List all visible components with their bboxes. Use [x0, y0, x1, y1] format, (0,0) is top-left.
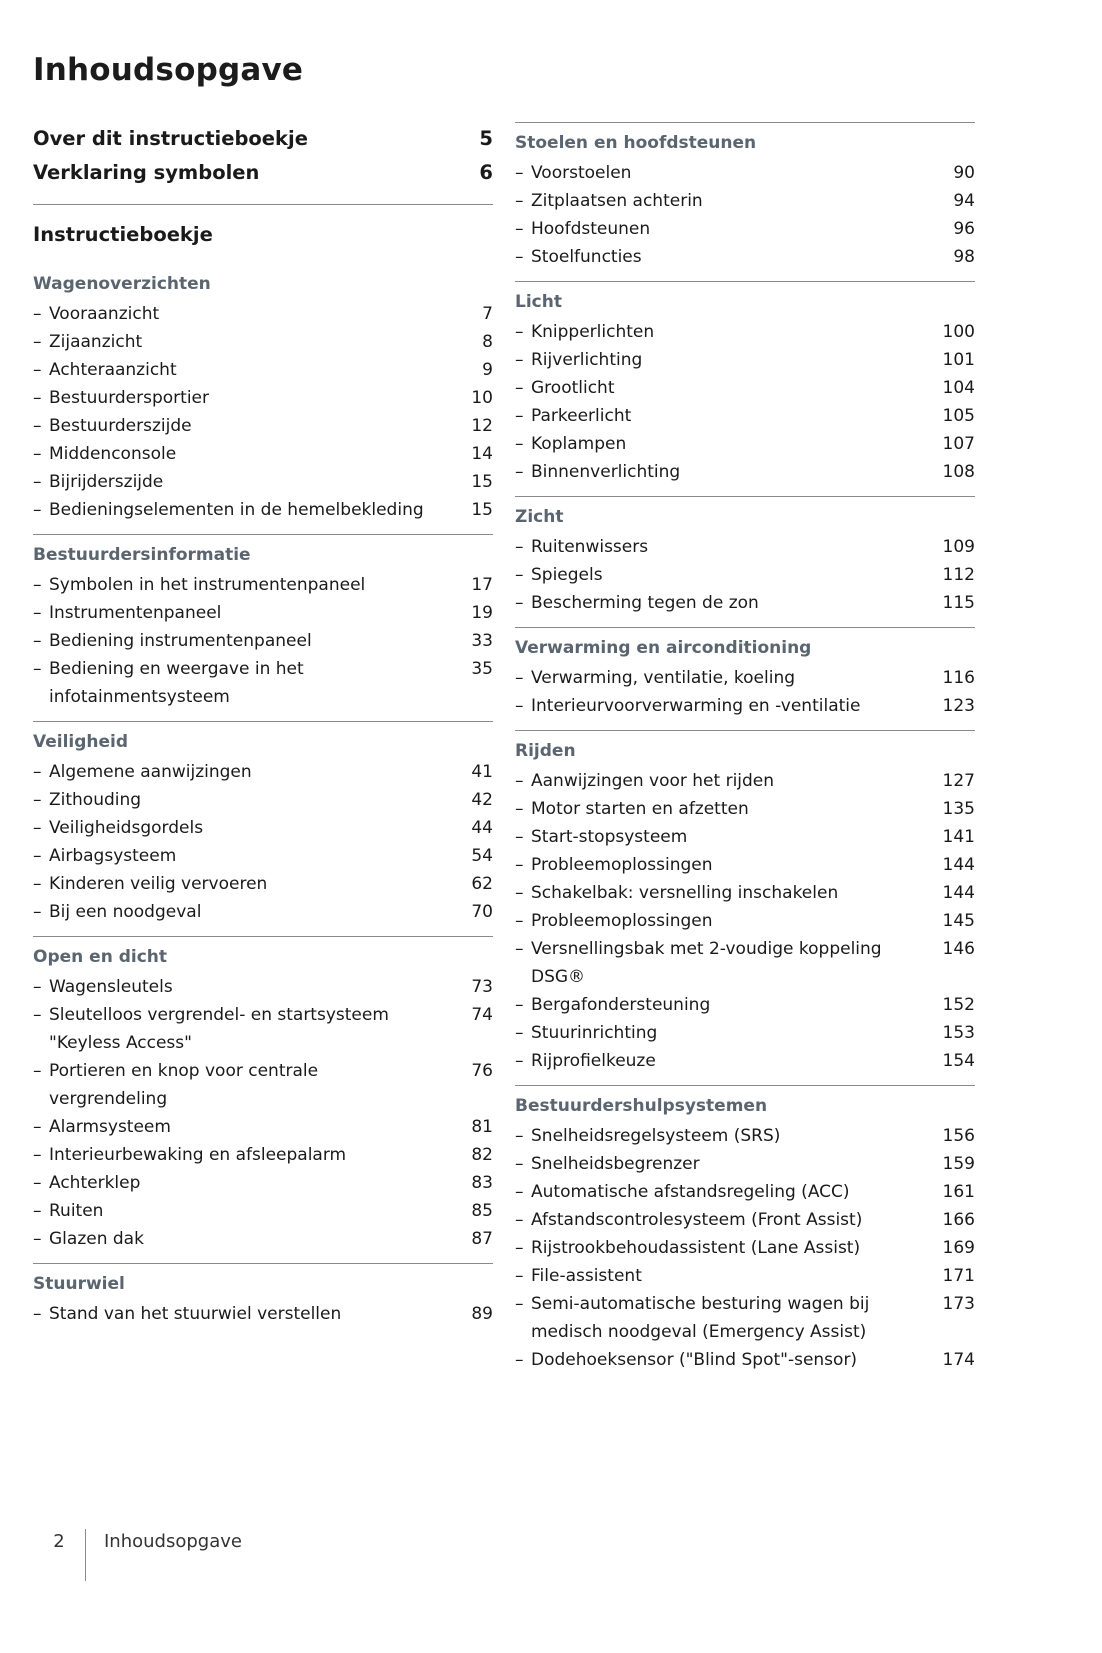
- toc-entry-label: Sleutelloos vergrendel- en startsysteem "Keyless Access": [49, 1005, 389, 1053]
- toc-entry[interactable]: [515, 1262, 975, 1290]
- toc-entry[interactable]: [515, 692, 975, 720]
- toc-entry[interactable]: [33, 1001, 493, 1057]
- toc-entry[interactable]: [33, 1113, 493, 1141]
- toc-entry-page: 153: [942, 1023, 975, 1043]
- toc-entry[interactable]: [33, 870, 493, 898]
- bullet-dash-icon: –: [515, 827, 524, 847]
- toc-entry[interactable]: [33, 328, 493, 356]
- bullet-dash-icon: –: [515, 191, 524, 211]
- bullet-dash-icon: –: [515, 1023, 524, 1043]
- bullet-dash-icon: –: [33, 874, 42, 894]
- toc-entry-label: Probleemoplossingen: [531, 855, 713, 875]
- bullet-dash-icon: –: [515, 939, 524, 959]
- bullet-dash-icon: –: [33, 332, 42, 352]
- toc-entry-label: Rijstrookbehoudassistent (Lane Assist): [531, 1238, 861, 1258]
- toc-entry-label: Koplampen: [531, 434, 627, 454]
- toc-entry-page: 70: [471, 902, 493, 922]
- toc-entry-label: Schakelbak: versnelling inschakelen: [531, 883, 839, 903]
- toc-entry-page: 96: [953, 219, 975, 239]
- toc-entry-label: Motor starten en afzetten: [531, 799, 749, 819]
- toc-entry[interactable]: [515, 1047, 975, 1075]
- toc-group-heading: Wagenoverzichten: [33, 274, 211, 294]
- toc-entry-label: Vooraanzicht: [49, 304, 160, 324]
- toc-entry-label: Instrumentenpaneel: [49, 603, 222, 623]
- toc-entry-page: 173: [942, 1294, 975, 1314]
- toc-entry[interactable]: [33, 1057, 493, 1113]
- toc-entry-page: 108: [942, 462, 975, 482]
- toc-entry-page: 81: [471, 1117, 493, 1137]
- toc-entry-label: Bescherming tegen de zon: [531, 593, 759, 613]
- toc-entry[interactable]: [33, 758, 493, 786]
- toc-entry[interactable]: [33, 300, 493, 328]
- bullet-dash-icon: –: [515, 799, 524, 819]
- toc-entry-page: 152: [942, 995, 975, 1015]
- bullet-dash-icon: –: [515, 1051, 524, 1071]
- bullet-dash-icon: –: [515, 668, 524, 688]
- toc-entry[interactable]: [515, 1234, 975, 1262]
- toc-entry[interactable]: [515, 991, 975, 1019]
- toc-group-heading: Veiligheid: [33, 732, 129, 752]
- toc-entry-label: Stand van het stuurwiel verstellen: [49, 1304, 342, 1324]
- bullet-dash-icon: –: [515, 696, 524, 716]
- bullet-dash-icon: –: [515, 1350, 524, 1370]
- bullet-dash-icon: –: [515, 1182, 524, 1202]
- toc-entry-label: Ruiten: [49, 1201, 104, 1221]
- toc-entry-page: 104: [942, 378, 975, 398]
- toc-entry-page: 83: [471, 1173, 493, 1193]
- toc-entry-page: 8: [482, 332, 493, 352]
- toc-entry-label: Stoelfuncties: [531, 247, 642, 267]
- toc-entry[interactable]: [33, 1300, 493, 1328]
- toc-entry[interactable]: [515, 215, 975, 243]
- toc-entry[interactable]: [515, 402, 975, 430]
- toc-entry[interactable]: [515, 1150, 975, 1178]
- bullet-dash-icon: –: [515, 247, 524, 267]
- toc-entry-page: 169: [942, 1238, 975, 1258]
- toc-entry[interactable]: [515, 187, 975, 215]
- toc-entry-label: Zithouding: [49, 790, 142, 810]
- toc-entry-page: 6: [479, 161, 493, 184]
- toc-entry[interactable]: [515, 318, 975, 346]
- toc-entry[interactable]: [33, 898, 493, 926]
- toc-entry-label: Zitplaatsen achterin: [531, 191, 703, 211]
- toc-entry[interactable]: [515, 589, 975, 617]
- toc-entry-label: Bestuurdersportier: [49, 388, 209, 408]
- toc-entry-label: Snelheidsbegrenzer: [531, 1154, 700, 1174]
- toc-entry-page: 146: [942, 939, 975, 959]
- bullet-dash-icon: –: [33, 1117, 42, 1137]
- toc-entry-label: Verwarming, ventilatie, koeling: [531, 668, 796, 688]
- footer-page-number: 2: [53, 1531, 65, 1552]
- toc-entry-page: 85: [471, 1201, 493, 1221]
- bullet-dash-icon: –: [33, 1005, 42, 1025]
- toc-entry[interactable]: [33, 786, 493, 814]
- toc-entry-page: 123: [942, 696, 975, 716]
- toc-entry-label: Portieren en knop voor centrale vergrendeling: [49, 1061, 319, 1109]
- toc-entry[interactable]: [33, 384, 493, 412]
- toc-entry-page: 171: [942, 1266, 975, 1286]
- bullet-dash-icon: –: [515, 350, 524, 370]
- page-footer: [33, 1529, 242, 1581]
- bullet-dash-icon: –: [515, 1210, 524, 1230]
- toc-entry-page: 141: [942, 827, 975, 847]
- toc-entry[interactable]: [515, 243, 975, 271]
- bullet-dash-icon: –: [515, 883, 524, 903]
- toc-entry-page: 159: [942, 1154, 975, 1174]
- toc-entry[interactable]: [515, 795, 975, 823]
- toc-entry-page: 127: [942, 771, 975, 791]
- toc-entry-label: File-assistent: [531, 1266, 642, 1286]
- toc-entry-label: Achteraanzicht: [49, 360, 177, 380]
- toc-entry[interactable]: [33, 1225, 493, 1253]
- bullet-dash-icon: –: [515, 771, 524, 791]
- toc-entry-page: 144: [942, 855, 975, 875]
- bullet-dash-icon: –: [515, 911, 524, 931]
- toc-entry-label: Grootlicht: [531, 378, 615, 398]
- toc-entry[interactable]: [33, 571, 493, 599]
- bullet-dash-icon: –: [515, 565, 524, 585]
- toc-top-entry[interactable]: [33, 156, 493, 190]
- toc-entry-page: 89: [471, 1304, 493, 1324]
- bullet-dash-icon: –: [33, 902, 42, 922]
- toc-entry-page: 54: [471, 846, 493, 866]
- bullet-dash-icon: –: [33, 472, 42, 492]
- toc-entry[interactable]: [33, 440, 493, 468]
- toc-entry-page: 156: [942, 1126, 975, 1146]
- toc-section-heading: Instructieboekje: [33, 223, 213, 246]
- bullet-dash-icon: –: [33, 575, 42, 595]
- toc-entry-page: 166: [942, 1210, 975, 1230]
- toc-entry-page: 19: [471, 603, 493, 623]
- toc-entry-label: Interieurbewaking en afsleepalarm: [49, 1145, 347, 1165]
- toc-entry-page: 15: [471, 500, 493, 520]
- footer-label: Inhoudsopgave: [104, 1531, 242, 1552]
- toc-entry-label: Ruitenwissers: [531, 537, 649, 557]
- toc-left-column: [33, 122, 493, 1328]
- toc-entry[interactable]: [33, 468, 493, 496]
- toc-entry-label: Aanwijzingen voor het rijden: [531, 771, 775, 791]
- toc-entry[interactable]: [33, 356, 493, 384]
- toc-entry-page: 100: [942, 322, 975, 342]
- toc-entry[interactable]: [515, 907, 975, 935]
- toc-entry[interactable]: [515, 851, 975, 879]
- toc-entry-page: 42: [471, 790, 493, 810]
- toc-entry-page: 115: [942, 593, 975, 613]
- toc-right-column: [515, 122, 975, 1374]
- toc-entry[interactable]: [33, 627, 493, 655]
- toc-entry[interactable]: [515, 561, 975, 589]
- bullet-dash-icon: –: [33, 818, 42, 838]
- toc-entry[interactable]: [515, 159, 975, 187]
- toc-entry-label: Symbolen in het instrumentenpaneel: [49, 575, 366, 595]
- toc-entry-page: 116: [942, 668, 975, 688]
- toc-entry-label: Binnenverlichting: [531, 462, 681, 482]
- toc-entry-page: 73: [471, 977, 493, 997]
- bullet-dash-icon: –: [33, 304, 42, 324]
- bullet-dash-icon: –: [33, 360, 42, 380]
- toc-entry-label: Probleemoplossingen: [531, 911, 713, 931]
- toc-entry-page: 109: [942, 537, 975, 557]
- toc-entry-page: 5: [479, 127, 493, 150]
- bullet-dash-icon: –: [33, 388, 42, 408]
- toc-group-heading: Stuurwiel: [33, 1274, 125, 1294]
- toc-entry[interactable]: [33, 814, 493, 842]
- toc-group-heading: Stoelen en hoofdsteunen: [515, 133, 757, 153]
- toc-entry-label: Snelheidsregelsysteem (SRS): [531, 1126, 781, 1146]
- bullet-dash-icon: –: [515, 163, 524, 183]
- toc-entry-label: Afstandscontrolesysteem (Front Assist): [531, 1210, 863, 1230]
- toc-entry[interactable]: [33, 496, 493, 524]
- bullet-dash-icon: –: [515, 1126, 524, 1146]
- toc-entry-label: Algemene aanwijzingen: [49, 762, 252, 782]
- toc-entry-label: Rijprofielkeuze: [531, 1051, 656, 1071]
- toc-entry[interactable]: [33, 842, 493, 870]
- toc-entry-label: Bediening en weergave in het infotainmentsysteem: [49, 659, 304, 707]
- toc-entry[interactable]: [33, 973, 493, 1001]
- bullet-dash-icon: –: [515, 855, 524, 875]
- bullet-dash-icon: –: [33, 444, 42, 464]
- toc-entry-label: Over dit instructieboekje: [33, 127, 308, 150]
- bullet-dash-icon: –: [33, 1173, 42, 1193]
- toc-entry-page: 154: [942, 1051, 975, 1071]
- toc-entry-label: Veiligheidsgordels: [49, 818, 204, 838]
- bullet-dash-icon: –: [33, 790, 42, 810]
- toc-entry-page: 135: [942, 799, 975, 819]
- toc-entry-page: 7: [482, 304, 493, 324]
- bullet-dash-icon: –: [33, 977, 42, 997]
- toc-group-heading: Rijden: [515, 741, 576, 761]
- toc-entry-page: 90: [953, 163, 975, 183]
- toc-entry-page: 15: [471, 472, 493, 492]
- toc-entry-label: Wagensleutels: [49, 977, 173, 997]
- toc-entry-label: Parkeerlicht: [531, 406, 632, 426]
- bullet-dash-icon: –: [515, 322, 524, 342]
- bullet-dash-icon: –: [33, 500, 42, 520]
- toc-entry-page: 105: [942, 406, 975, 426]
- toc-entry[interactable]: [515, 533, 975, 561]
- toc-entry[interactable]: [33, 1141, 493, 1169]
- toc-entry-page: 76: [471, 1061, 493, 1081]
- toc-entry[interactable]: [515, 346, 975, 374]
- toc-entry-label: Bijrijderszijde: [49, 472, 164, 492]
- toc-entry[interactable]: [515, 664, 975, 692]
- toc-group-heading: Verwarming en airconditioning: [515, 638, 812, 658]
- toc-entry-page: 144: [942, 883, 975, 903]
- toc-entry[interactable]: [33, 655, 493, 711]
- toc-entry[interactable]: [515, 935, 975, 991]
- toc-entry-page: 98: [953, 247, 975, 267]
- toc-entry-page: 33: [471, 631, 493, 651]
- toc-entry[interactable]: [33, 599, 493, 627]
- bullet-dash-icon: –: [515, 219, 524, 239]
- toc-entry-page: 161: [942, 1182, 975, 1202]
- toc-entry[interactable]: [33, 412, 493, 440]
- toc-entry-page: 74: [471, 1005, 493, 1025]
- toc-entry[interactable]: [515, 1290, 975, 1346]
- toc-group-heading: Zicht: [515, 507, 564, 527]
- toc-entry-label: Bediening instrumentenpaneel: [49, 631, 312, 651]
- toc-entry-label: Bedieningselementen in de hemelbekleding: [49, 500, 424, 520]
- bullet-dash-icon: –: [33, 603, 42, 623]
- bullet-dash-icon: –: [515, 537, 524, 557]
- toc-entry-label: Versnellingsbak met 2-voudige koppeling DSG®: [531, 939, 882, 987]
- bullet-dash-icon: –: [33, 762, 42, 782]
- toc-entry-page: 82: [471, 1145, 493, 1165]
- toc-group-heading: Licht: [515, 292, 562, 312]
- bullet-dash-icon: –: [33, 659, 42, 679]
- toc-entry-label: Middenconsole: [49, 444, 177, 464]
- bullet-dash-icon: –: [515, 1294, 524, 1314]
- toc-entry-label: Rijverlichting: [531, 350, 643, 370]
- toc-entry[interactable]: [515, 823, 975, 851]
- toc-entry-page: 9: [482, 360, 493, 380]
- bullet-dash-icon: –: [515, 1154, 524, 1174]
- toc-entry[interactable]: [515, 430, 975, 458]
- toc-entry-page: 12: [471, 416, 493, 436]
- toc-entry-label: Alarmsysteem: [49, 1117, 171, 1137]
- bullet-dash-icon: –: [515, 1238, 524, 1258]
- toc-entry-label: Bergafondersteuning: [531, 995, 711, 1015]
- toc-entry[interactable]: [515, 1122, 975, 1150]
- toc-entry-label: Stuurinrichting: [531, 1023, 658, 1043]
- toc-entry-label: Hoofdsteunen: [531, 219, 651, 239]
- toc-entry-page: 62: [471, 874, 493, 894]
- bullet-dash-icon: –: [33, 1201, 42, 1221]
- toc-entry-page: 14: [471, 444, 493, 464]
- toc-entry-label: Verklaring symbolen: [33, 161, 260, 184]
- bullet-dash-icon: –: [33, 631, 42, 651]
- toc-entry-label: Zijaanzicht: [49, 332, 143, 352]
- toc-entry-label: Semi-automatische besturing wagen bij medisch noodgeval (Emergency Assist): [531, 1294, 870, 1342]
- toc-entry[interactable]: [515, 458, 975, 486]
- toc-entry-label: Voorstoelen: [531, 163, 632, 183]
- toc-entry-page: 41: [471, 762, 493, 782]
- toc-entry-label: Interieurvoorverwarming en -ventilatie: [531, 696, 861, 716]
- bullet-dash-icon: –: [515, 434, 524, 454]
- bullet-dash-icon: –: [515, 1266, 524, 1286]
- toc-entry-page: 10: [471, 388, 493, 408]
- bullet-dash-icon: –: [33, 1061, 42, 1081]
- toc-entry[interactable]: [515, 1178, 975, 1206]
- bullet-dash-icon: –: [33, 416, 42, 436]
- bullet-dash-icon: –: [515, 406, 524, 426]
- toc-entry-page: 101: [942, 350, 975, 370]
- toc-entry-label: Automatische afstandsregeling (ACC): [531, 1182, 850, 1202]
- bullet-dash-icon: –: [515, 378, 524, 398]
- toc-entry-page: 112: [942, 565, 975, 585]
- toc-entry-label: Kinderen veilig vervoeren: [49, 874, 268, 894]
- toc-entry[interactable]: [33, 1197, 493, 1225]
- toc-entry-label: Achterklep: [49, 1173, 141, 1193]
- toc-entry-label: Airbagsysteem: [49, 846, 177, 866]
- toc-entry[interactable]: [515, 374, 975, 402]
- toc-entry-label: Knipperlichten: [531, 322, 655, 342]
- toc-entry-page: 44: [471, 818, 493, 838]
- toc-entry-page: 107: [942, 434, 975, 454]
- toc-entry-page: 94: [953, 191, 975, 211]
- bullet-dash-icon: –: [33, 846, 42, 866]
- bullet-dash-icon: –: [515, 995, 524, 1015]
- toc-entry[interactable]: [515, 1206, 975, 1234]
- toc-entry-page: 174: [942, 1350, 975, 1370]
- toc-entry-page: 17: [471, 575, 493, 595]
- toc-entry[interactable]: [33, 1169, 493, 1197]
- bullet-dash-icon: –: [33, 1304, 42, 1324]
- toc-entry[interactable]: [515, 767, 975, 795]
- toc-entry[interactable]: [515, 1346, 975, 1374]
- toc-entry-page: 145: [942, 911, 975, 931]
- toc-group-heading: Bestuurdershulpsystemen: [515, 1096, 768, 1116]
- toc-entry-label: Bij een noodgeval: [49, 902, 202, 922]
- toc-entry-label: Dodehoeksensor ("Blind Spot"-sensor): [531, 1350, 858, 1370]
- toc-entry-label: Bestuurderszijde: [49, 416, 192, 436]
- toc-entry-page: 35: [471, 659, 493, 679]
- toc-entry-label: Glazen dak: [49, 1229, 144, 1249]
- bullet-dash-icon: –: [515, 593, 524, 613]
- toc-top-entry[interactable]: [33, 122, 493, 156]
- bullet-dash-icon: –: [515, 462, 524, 482]
- bullet-dash-icon: –: [33, 1145, 42, 1165]
- bullet-dash-icon: –: [33, 1229, 42, 1249]
- toc-group-heading: Bestuurdersinformatie: [33, 545, 251, 565]
- toc-entry[interactable]: [515, 879, 975, 907]
- toc-entry-label: Start-stopsysteem: [531, 827, 688, 847]
- toc-entry-label: Spiegels: [531, 565, 603, 585]
- toc-group-heading: Open en dicht: [33, 947, 168, 967]
- toc-entry[interactable]: [515, 1019, 975, 1047]
- toc-entry-page: 87: [471, 1229, 493, 1249]
- page-title: Inhoudsopgave: [33, 52, 304, 88]
